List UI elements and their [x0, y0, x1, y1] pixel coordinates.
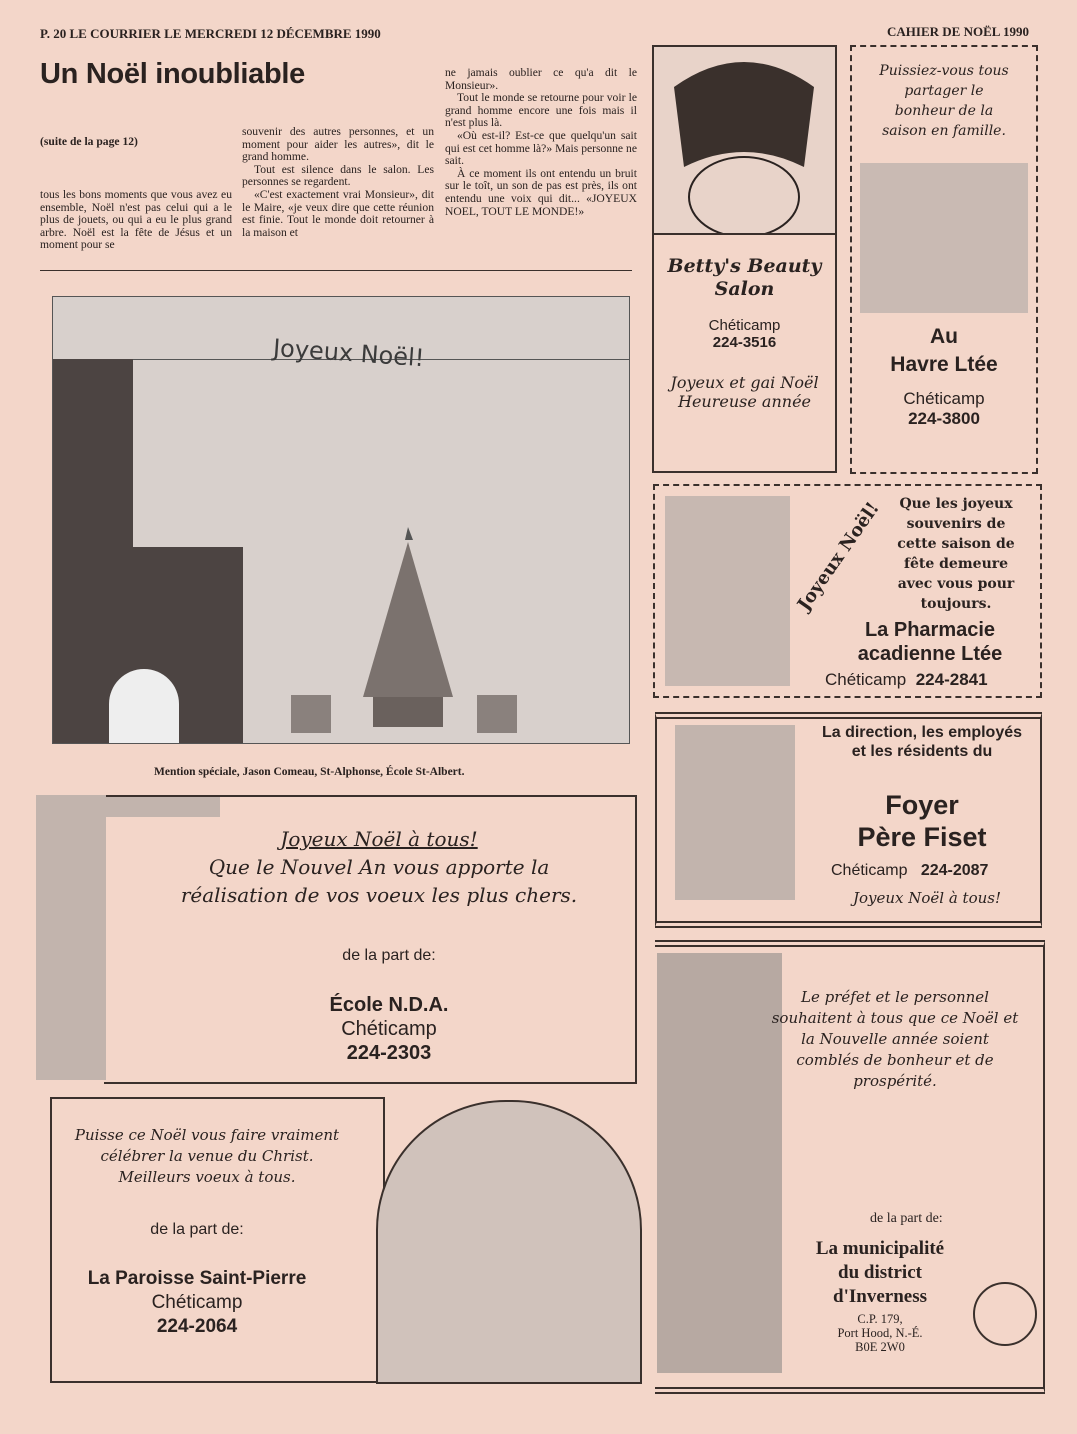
- article-divider: [40, 270, 632, 271]
- business-name: La Pharmacie acadienne Ltée: [857, 619, 1003, 665]
- child-drawing: [52, 296, 630, 744]
- article-title: Un Noël inoubliable: [40, 58, 305, 90]
- christmas-tree-illustration: [657, 953, 782, 1373]
- municipal-seal: [973, 1282, 1037, 1346]
- town: Chéticamp: [903, 389, 985, 408]
- greeting: Joyeux et gai Noël: [670, 373, 819, 392]
- ad-message: Puissiez-vous tous partager le bonheur de la saison en famille.: [879, 63, 1009, 139]
- article-continued: (suite de la page 12): [40, 135, 138, 148]
- town-phone: Chéticamp 224-2087: [831, 862, 989, 879]
- ad-ecole-nda: [104, 795, 637, 1084]
- holly-garland-ornament: [100, 797, 220, 817]
- article-column-2: souvenir des autres personnes, et un moment pour aider les autres», dit le grand homme. Tout est silence dans le salon. Les personnes se regardent. «C'est exactement vrai Monsieur», dit le Maire, «je veux dire que cette réunion est finie. Tout le monde doit retourner à la maison et: [242, 125, 434, 239]
- from-label: de la part de:: [150, 1221, 244, 1238]
- ad-message: Joyeux Noël à tous! Que le Nouvel An vous apporte la réalisation de vos voeux les plus chers.: [180, 827, 578, 907]
- drawing-text: Joyeux Noël!: [272, 333, 426, 373]
- gift-drawing: [477, 695, 517, 733]
- lantern-holly-ornament: [36, 795, 106, 1080]
- christmas-tree-drawing: [353, 522, 463, 732]
- candle-centerpiece-illustration: [675, 725, 795, 900]
- business-info: École N.D.A. Chéticamp 224-2303: [329, 994, 449, 1064]
- ad-au-havre: [850, 45, 1038, 474]
- ad-foyer-pere-fiset: [655, 712, 1042, 928]
- town: Chéticamp: [708, 317, 781, 334]
- address: C.P. 179, Port Hood, N.-É. B0E 2W0: [837, 1312, 923, 1354]
- drawing-caption: Mention spéciale, Jason Comeau, St-Alphonse, École St-Albert.: [154, 766, 465, 778]
- town-phone: Chéticamp 224-2841: [825, 670, 988, 689]
- greeting: Heureuse année: [678, 392, 811, 411]
- ad-la-pharmacie-acadienne: [653, 484, 1042, 698]
- greeting: Joyeux Noël à tous!: [852, 889, 1002, 907]
- ad-message: Puisse ce Noël vous faire vraiment célébrer la venue du Christ. Meilleurs voeux à tous.: [74, 1126, 340, 1186]
- business-name: Au: [930, 325, 958, 348]
- business-name: Foyer Père Fiset: [857, 790, 987, 852]
- from-label: de la part de:: [870, 1211, 943, 1226]
- ad-message: Le préfet et le personnel souhaitent à tous que ce Noël et la Nouvelle année soient comblés de bonheur et de prospérité.: [771, 988, 1019, 1090]
- teapot-illustration: [860, 163, 1028, 313]
- ad-intro: La direction, les employés et les résidents du: [821, 724, 1023, 760]
- business-info: La Paroisse Saint-Pierre Chéticamp 224-2064: [87, 1268, 307, 1337]
- hairdresser-illustration: [654, 47, 835, 235]
- business-name: Havre Ltée: [890, 353, 998, 376]
- phone: 224-3516: [712, 334, 777, 351]
- phone: 224-3800: [908, 409, 980, 428]
- business-name: Betty's Beauty Salon: [667, 255, 822, 300]
- madonna-child-illustration: [376, 1100, 642, 1384]
- page-header-right: CAHIER DE NOËL 1990: [887, 24, 1029, 39]
- ad-bettys-beauty-salon: [652, 45, 837, 473]
- business-name: La municipalité du district d'Inverness: [815, 1238, 945, 1307]
- article-column-3: ne jamais oublier ce qu'a dit le Monsieur». Tout le monde se retourne pour voir le grand homme encore une fois mais il n'est plus là. «Où est-il? Est-ce que quelqu'un sait qui est cet homme là?» Mais personne ne sait. À ce moment ils ont entendu un bruit sur le toît, un son de pas est près, ils ont entendu une voix qui dit... «JOYEUX NOEL, TOUT LE MONDE!»: [445, 66, 637, 218]
- article-column-1: tous les bons moments que vous avez eu ensemble, Noël n'est pas celui qui a le plus de jouets, ou qui a eu le plus grand arbre. Noël est la fête de Jésus et un moment pour se: [40, 188, 232, 252]
- fireplace-opening: [109, 669, 179, 743]
- joyeux-noel-script: Joyeux Noël!: [793, 498, 884, 615]
- ad-paroisse-saint-pierre: [50, 1097, 385, 1383]
- ad-municipalite-inverness: [655, 940, 1045, 1394]
- page-header-left: P. 20 LE COURRIER LE MERCREDI 12 DÉCEMBRE 1990: [40, 26, 381, 41]
- angel-nativity-illustration: [665, 496, 790, 686]
- ad-message: Que les joyeux souvenirs de cette saison de fête demeure avec vous pour toujours.: [897, 496, 1015, 612]
- from-label: de la part de:: [342, 947, 436, 964]
- gift-drawing: [291, 695, 331, 733]
